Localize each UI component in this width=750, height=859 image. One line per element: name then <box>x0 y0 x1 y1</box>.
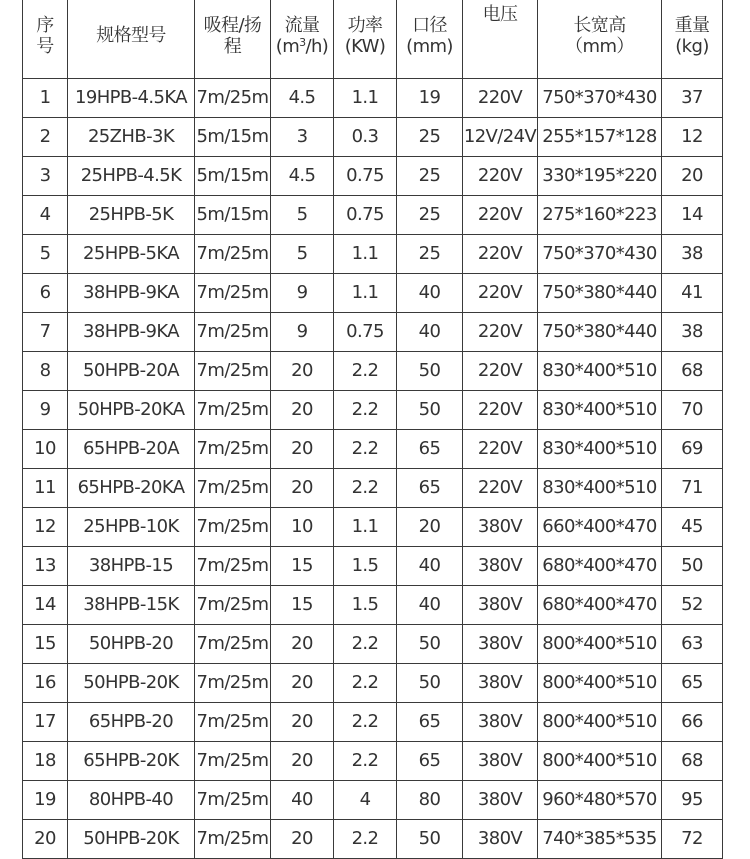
cell-size: 830*400*510 <box>538 469 662 508</box>
table-row <box>23 508 723 547</box>
table-row <box>23 196 723 235</box>
cell-power: 2.2 <box>334 469 397 508</box>
cell-voltage: 380V <box>463 547 538 586</box>
cell-voltage: 12V/24V <box>463 118 538 157</box>
header-weight: 重量 (kg) <box>662 0 723 79</box>
cell-weight: 63 <box>662 625 723 664</box>
table-row <box>23 742 723 781</box>
cell-size: 830*400*510 <box>538 352 662 391</box>
cell-flow: 20 <box>271 469 334 508</box>
cell-size: 960*480*570 <box>538 781 662 820</box>
cell-power: 2.2 <box>334 664 397 703</box>
cell-weight: 70 <box>662 391 723 430</box>
cell-caliber: 40 <box>397 313 463 352</box>
cell-caliber: 65 <box>397 742 463 781</box>
cell-size: 750*380*440 <box>538 313 662 352</box>
cell-model: 65HPB-20K <box>68 742 195 781</box>
cell-weight: 66 <box>662 703 723 742</box>
cell-model: 25HPB-5K <box>68 196 195 235</box>
cell-size: 750*370*430 <box>538 79 662 118</box>
cell-size: 800*400*510 <box>538 742 662 781</box>
cell-flow: 5 <box>271 235 334 274</box>
cell-model: 50HPB-20KA <box>68 391 195 430</box>
cell-no: 2 <box>23 118 68 157</box>
cell-no: 6 <box>23 274 68 313</box>
cell-voltage: 220V <box>463 313 538 352</box>
cell-no: 13 <box>23 547 68 586</box>
header-caliber: 口径 (mm) <box>397 0 463 79</box>
cell-caliber: 80 <box>397 781 463 820</box>
cell-no: 9 <box>23 391 68 430</box>
table-row <box>23 79 723 118</box>
cell-weight: 45 <box>662 508 723 547</box>
cell-model: 19HPB-4.5KA <box>68 79 195 118</box>
cell-model: 65HPB-20A <box>68 430 195 469</box>
cell-voltage: 220V <box>463 196 538 235</box>
cell-power: 1.1 <box>334 274 397 313</box>
cell-no: 3 <box>23 157 68 196</box>
cell-suction: 7m/25m <box>195 742 271 781</box>
cell-weight: 68 <box>662 352 723 391</box>
header-suction: 吸程/扬 程 <box>195 0 271 79</box>
cell-power: 0.3 <box>334 118 397 157</box>
cell-size: 830*400*510 <box>538 430 662 469</box>
cell-flow: 9 <box>271 274 334 313</box>
cell-caliber: 40 <box>397 547 463 586</box>
cell-size: 330*195*220 <box>538 157 662 196</box>
cell-no: 1 <box>23 79 68 118</box>
cell-suction: 7m/25m <box>195 625 271 664</box>
cell-no: 4 <box>23 196 68 235</box>
cell-flow: 20 <box>271 703 334 742</box>
cell-size: 800*400*510 <box>538 625 662 664</box>
cell-suction: 7m/25m <box>195 274 271 313</box>
cell-flow: 3 <box>271 118 334 157</box>
cell-power: 0.75 <box>334 196 397 235</box>
cell-voltage: 380V <box>463 781 538 820</box>
cell-caliber: 65 <box>397 703 463 742</box>
table-row <box>23 391 723 430</box>
table-row <box>23 664 723 703</box>
table-body <box>23 79 723 859</box>
cell-no: 5 <box>23 235 68 274</box>
cell-caliber: 25 <box>397 235 463 274</box>
cell-weight: 38 <box>662 313 723 352</box>
cell-caliber: 65 <box>397 469 463 508</box>
header-voltage: 电压 <box>463 0 538 79</box>
cell-flow: 20 <box>271 742 334 781</box>
cell-caliber: 19 <box>397 79 463 118</box>
table-row <box>23 157 723 196</box>
cell-suction: 7m/25m <box>195 586 271 625</box>
cell-model: 65HPB-20KA <box>68 469 195 508</box>
header-power: 功率 (KW) <box>334 0 397 79</box>
cell-flow: 20 <box>271 625 334 664</box>
header-flow: 流量 $(m^3/h)$ <box>271 0 334 79</box>
cell-size: 800*400*510 <box>538 664 662 703</box>
table-row <box>23 274 723 313</box>
cell-caliber: 40 <box>397 586 463 625</box>
cell-suction: 7m/25m <box>195 313 271 352</box>
cell-flow: 5 <box>271 196 334 235</box>
cell-power: 0.75 <box>334 157 397 196</box>
cell-power: 2.2 <box>334 391 397 430</box>
cell-model: 50HPB-20 <box>68 625 195 664</box>
cell-caliber: 20 <box>397 508 463 547</box>
cell-voltage: 380V <box>463 703 538 742</box>
cell-flow: 20 <box>271 352 334 391</box>
cell-power: 2.2 <box>334 430 397 469</box>
cell-caliber: 50 <box>397 664 463 703</box>
cell-voltage: 220V <box>463 430 538 469</box>
cell-size: 740*385*535 <box>538 820 662 859</box>
table-row <box>23 586 723 625</box>
cell-size: 800*400*510 <box>538 703 662 742</box>
cell-model: 50HPB-20K <box>68 664 195 703</box>
cell-model: 50HPB-20A <box>68 352 195 391</box>
cell-no: 8 <box>23 352 68 391</box>
cell-voltage: 220V <box>463 235 538 274</box>
cell-no: 14 <box>23 586 68 625</box>
cell-voltage: 380V <box>463 508 538 547</box>
cell-voltage: 220V <box>463 79 538 118</box>
cell-model: 25HPB-10K <box>68 508 195 547</box>
cell-no: 10 <box>23 430 68 469</box>
cell-weight: 12 <box>662 118 723 157</box>
cell-power: 1.5 <box>334 547 397 586</box>
cell-model: 25HPB-4.5K <box>68 157 195 196</box>
cell-caliber: 65 <box>397 430 463 469</box>
cell-no: 7 <box>23 313 68 352</box>
cell-model: 50HPB-20K <box>68 820 195 859</box>
header-row <box>23 0 723 79</box>
cell-model: 38HPB-9KA <box>68 313 195 352</box>
cell-power: 2.2 <box>334 352 397 391</box>
cell-power: 1.5 <box>334 586 397 625</box>
cell-model: 38HPB-9KA <box>68 274 195 313</box>
cell-voltage: 380V <box>463 820 538 859</box>
cell-suction: 7m/25m <box>195 469 271 508</box>
cell-power: 1.1 <box>334 235 397 274</box>
cell-flow: 15 <box>271 547 334 586</box>
cell-power: 2.2 <box>334 703 397 742</box>
cell-suction: 7m/25m <box>195 235 271 274</box>
table-row <box>23 820 723 859</box>
cell-power: 2.2 <box>334 820 397 859</box>
table-row <box>23 781 723 820</box>
cell-flow: 10 <box>271 508 334 547</box>
cell-weight: 72 <box>662 820 723 859</box>
cell-weight: 65 <box>662 664 723 703</box>
pump-spec-table <box>22 0 723 859</box>
cell-suction: 7m/25m <box>195 664 271 703</box>
cell-caliber: 40 <box>397 274 463 313</box>
cell-caliber: 25 <box>397 196 463 235</box>
table-row <box>23 118 723 157</box>
cell-no: 19 <box>23 781 68 820</box>
cell-flow: 15 <box>271 586 334 625</box>
cell-voltage: 380V <box>463 625 538 664</box>
cell-weight: 50 <box>662 547 723 586</box>
table-row <box>23 430 723 469</box>
cell-weight: 69 <box>662 430 723 469</box>
cell-voltage: 380V <box>463 742 538 781</box>
cell-model: 38HPB-15 <box>68 547 195 586</box>
cell-no: 18 <box>23 742 68 781</box>
cell-flow: 4.5 <box>271 79 334 118</box>
cell-no: 20 <box>23 820 68 859</box>
cell-no: 15 <box>23 625 68 664</box>
header-model: 规格型号 <box>68 0 195 79</box>
cell-voltage: 220V <box>463 274 538 313</box>
table-row <box>23 547 723 586</box>
cell-size: 255*157*128 <box>538 118 662 157</box>
cell-suction: 7m/25m <box>195 352 271 391</box>
cell-voltage: 380V <box>463 586 538 625</box>
table-header <box>23 0 723 79</box>
cell-caliber: 25 <box>397 118 463 157</box>
cell-power: 2.2 <box>334 742 397 781</box>
cell-voltage: 380V <box>463 664 538 703</box>
table-row <box>23 235 723 274</box>
cell-weight: 37 <box>662 79 723 118</box>
cell-power: 1.1 <box>334 508 397 547</box>
cell-voltage: 220V <box>463 391 538 430</box>
cell-suction: 7m/25m <box>195 547 271 586</box>
cell-flow: 20 <box>271 430 334 469</box>
cell-weight: 71 <box>662 469 723 508</box>
cell-suction: 7m/25m <box>195 508 271 547</box>
cell-weight: 14 <box>662 196 723 235</box>
cell-suction: 7m/25m <box>195 430 271 469</box>
cell-power: 1.1 <box>334 79 397 118</box>
cell-no: 12 <box>23 508 68 547</box>
cell-suction: 5m/15m <box>195 118 271 157</box>
cell-size: 275*160*223 <box>538 196 662 235</box>
table-row <box>23 313 723 352</box>
cell-caliber: 50 <box>397 352 463 391</box>
cell-model: 25HPB-5KA <box>68 235 195 274</box>
cell-weight: 95 <box>662 781 723 820</box>
cell-weight: 41 <box>662 274 723 313</box>
cell-size: 830*400*510 <box>538 391 662 430</box>
cell-no: 17 <box>23 703 68 742</box>
cell-flow: 20 <box>271 820 334 859</box>
cell-power: 4 <box>334 781 397 820</box>
cell-suction: 7m/25m <box>195 79 271 118</box>
table-row <box>23 352 723 391</box>
cell-suction: 5m/15m <box>195 157 271 196</box>
cell-power: 2.2 <box>334 625 397 664</box>
cell-model: 80HPB-40 <box>68 781 195 820</box>
cell-no: 16 <box>23 664 68 703</box>
table-row <box>23 703 723 742</box>
cell-weight: 52 <box>662 586 723 625</box>
table-row <box>23 469 723 508</box>
cell-flow: 20 <box>271 391 334 430</box>
cell-voltage: 220V <box>463 352 538 391</box>
cell-caliber: 50 <box>397 820 463 859</box>
cell-weight: 20 <box>662 157 723 196</box>
cell-size: 680*400*470 <box>538 586 662 625</box>
cell-size: 680*400*470 <box>538 547 662 586</box>
cell-flow: 4.5 <box>271 157 334 196</box>
cell-size: 660*400*470 <box>538 508 662 547</box>
cell-model: 25ZHB-3K <box>68 118 195 157</box>
cell-flow: 9 <box>271 313 334 352</box>
cell-suction: 7m/25m <box>195 391 271 430</box>
cell-suction: 7m/25m <box>195 820 271 859</box>
cell-model: 65HPB-20 <box>68 703 195 742</box>
table-row <box>23 625 723 664</box>
header-no: 序 号 <box>23 0 68 79</box>
cell-suction: 5m/15m <box>195 196 271 235</box>
cell-size: 750*380*440 <box>538 274 662 313</box>
cell-suction: 7m/25m <box>195 781 271 820</box>
cell-no: 11 <box>23 469 68 508</box>
cell-voltage: 220V <box>463 469 538 508</box>
cell-flow: 40 <box>271 781 334 820</box>
cell-caliber: 50 <box>397 391 463 430</box>
cell-caliber: 50 <box>397 625 463 664</box>
cell-weight: 68 <box>662 742 723 781</box>
cell-caliber: 25 <box>397 157 463 196</box>
cell-weight: 38 <box>662 235 723 274</box>
cell-size: 750*370*430 <box>538 235 662 274</box>
cell-model: 38HPB-15K <box>68 586 195 625</box>
header-size: 长宽高 （mm） <box>538 0 662 79</box>
cell-voltage: 220V <box>463 157 538 196</box>
cell-flow: 20 <box>271 664 334 703</box>
cell-suction: 7m/25m <box>195 703 271 742</box>
cell-power: 0.75 <box>334 313 397 352</box>
